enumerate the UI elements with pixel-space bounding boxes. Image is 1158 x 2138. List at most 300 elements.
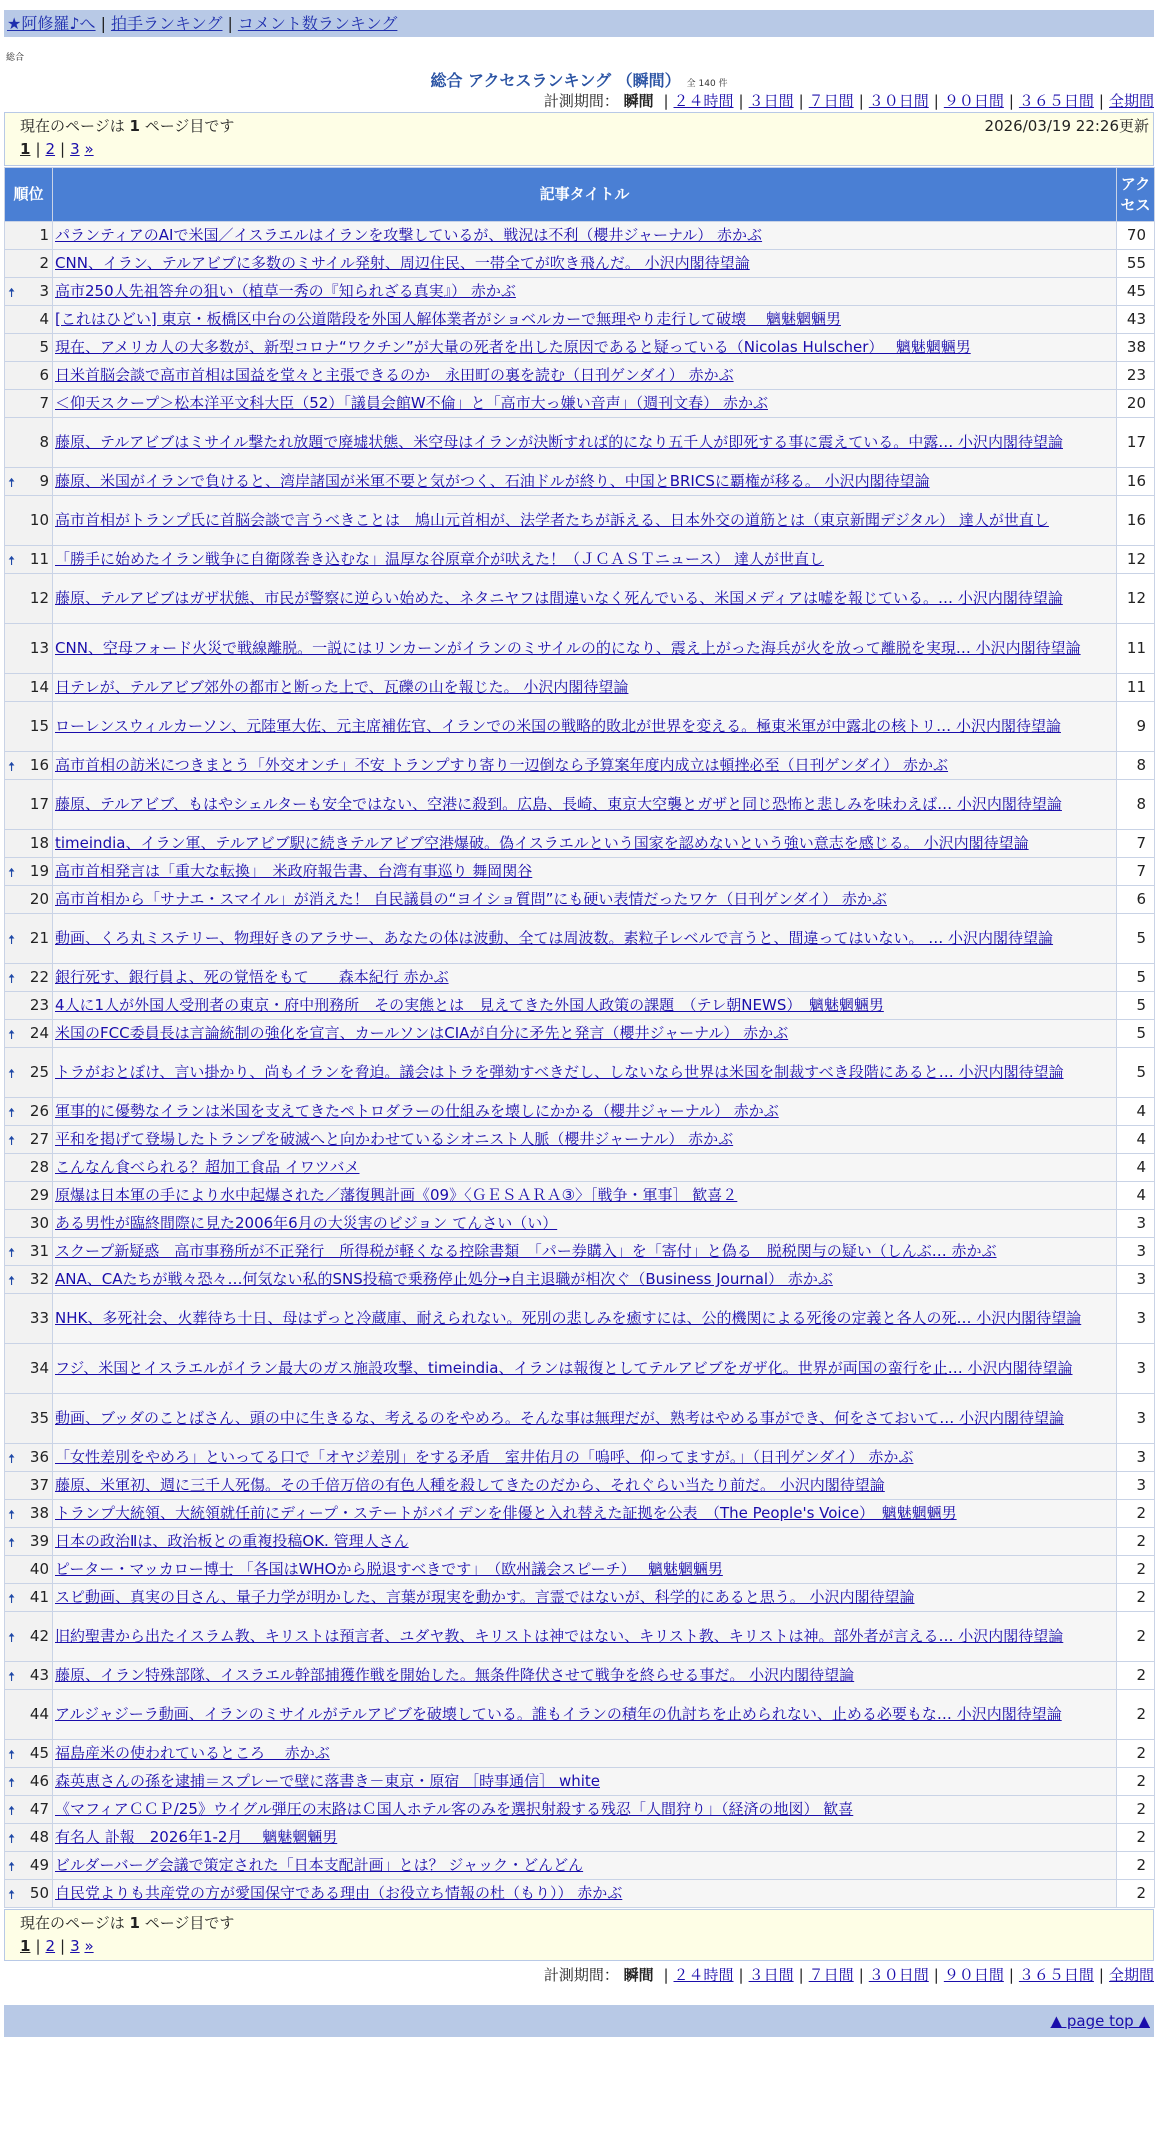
title-cell (53, 1690, 1117, 1740)
table-row (5, 1796, 1155, 1824)
rank-number: 34 (29, 1359, 49, 1377)
arrow-up-icon: 🠅 (8, 865, 16, 881)
article-link[interactable]: 藤原、テルアビブ、もはやシェルターも安全ではない、空港に殺到。広島、長崎、東京大空襲とガザと同じ恐怖と悲しみを味わえば… 小沢内閣待望論 (55, 795, 1062, 813)
table-row (5, 222, 1155, 250)
page-status (20, 1912, 1149, 1935)
title-cell (53, 830, 1117, 858)
table-row (5, 1020, 1155, 1048)
title-cell (53, 390, 1117, 418)
rank-number: 29 (29, 1186, 49, 1204)
rank-cell (5, 830, 53, 858)
article-link[interactable]: 有名人 訃報 2026年1-2月 魑魅魍魎男 (55, 1828, 338, 1846)
title-cell (53, 752, 1117, 780)
table-row (5, 964, 1155, 992)
arrow-up-icon: 🠅 (8, 1831, 16, 1847)
article-link[interactable]: 「女性差別をやめろ」といってる口で「オヤジ差別」をする矛盾 室井佑月の「嗚呼、仰ってますが。」（日刊ゲンダイ） 赤かぶ (55, 1448, 914, 1466)
rank-number: 8 (39, 433, 49, 451)
rank-number: 47 (29, 1800, 49, 1818)
access-count: 3 (1117, 1266, 1155, 1294)
title-cell (53, 1796, 1117, 1824)
title-cell (53, 574, 1117, 624)
table-row (5, 1880, 1155, 1908)
pager-page-link[interactable]: 3 (70, 1937, 80, 1955)
rank-cell (5, 1472, 53, 1500)
pager-next-link[interactable]: » (84, 1937, 94, 1955)
article-link[interactable]: 平和を掲げて登場したトランプを破滅へと向かわせているシオニスト人脈（櫻井ジャーナル） 赤かぶ (55, 1130, 734, 1148)
rank-number: 19 (29, 862, 49, 880)
access-count: 7 (1117, 858, 1155, 886)
article-link[interactable]: 高市250人先祖答弁の狙い（植草一秀の『知られざる真実』） 赤かぶ (55, 282, 516, 300)
rank-cell (5, 1690, 53, 1740)
arrow-up-icon: 🠅 (8, 1507, 16, 1523)
article-link[interactable]: 森英恵さんの孫を逮捕＝スプレーで壁に落書き－東京・原宿 ［時事通信］ white (55, 1772, 600, 1790)
title-cell (53, 1852, 1117, 1880)
table-row (5, 1768, 1155, 1796)
table-row (5, 1662, 1155, 1690)
title-cell (53, 1394, 1117, 1444)
access-count: 12 (1117, 574, 1155, 624)
separator: | (858, 1966, 864, 1984)
table-row (5, 496, 1155, 546)
rank-cell (5, 702, 53, 752)
rank-number: 26 (29, 1102, 49, 1120)
page-status (20, 115, 1149, 138)
article-link[interactable]: 4人に1人が外国人受刑者の東京・府中刑務所 その実態とは 見えてきた外国人政策の課題 （テレ朝NEWS） 魑魅魍魎男 (55, 996, 884, 1014)
home-link[interactable]: ★阿修羅♪へ (7, 14, 96, 33)
rank-number: 12 (29, 589, 49, 607)
article-link[interactable]: 藤原、テルアビブはガザ状態、市民が警察に逆らい始めた、ネタニヤフは間違いなく死んでいる、米国メディアは嘘を報じている。… 小沢内閣待望論 (55, 589, 1063, 607)
table-row (5, 1500, 1155, 1528)
article-link[interactable]: 福島産米の使われているところ 赤かぶ (55, 1744, 330, 1762)
period-link[interactable]: ７日間 (808, 92, 854, 110)
title-cell (53, 1126, 1117, 1154)
access-count: 9 (1117, 702, 1155, 752)
ranking-table (4, 167, 1155, 1908)
arrow-up-icon: 🠅 (8, 1273, 16, 1289)
access-count: 70 (1117, 222, 1155, 250)
rank-number: 38 (29, 1504, 49, 1522)
arrow-up-icon: 🠅 (8, 1027, 16, 1043)
access-count: 2 (1117, 1768, 1155, 1796)
rank-cell (5, 468, 53, 496)
title-cell (53, 334, 1117, 362)
rank-number: 41 (29, 1588, 49, 1606)
pager-page-link[interactable]: 2 (45, 1937, 56, 1955)
period-current: 瞬間 (623, 1966, 654, 1984)
rank-number: 23 (29, 996, 49, 1014)
table-row (5, 1294, 1155, 1344)
rank-number: 20 (29, 890, 49, 908)
access-count: 12 (1117, 546, 1155, 574)
article-link[interactable]: 軍事的に優勢なイランは米国を支えてきたペトロダラーの仕組みを壊しにかかる（櫻井ジャーナル） 赤かぶ (55, 1102, 779, 1120)
article-link[interactable]: timeindia、イラン軍、テルアビブ駅に続きテルアビブ空港爆破。偽イスラエルという国家を認めないという強い意志を感じる。 小沢内閣待望論 (55, 834, 1029, 852)
access-count: 2 (1117, 1880, 1155, 1908)
period-current: 瞬間 (623, 92, 654, 110)
access-count: 17 (1117, 418, 1155, 468)
access-count: 43 (1117, 306, 1155, 334)
table-row (5, 992, 1155, 1020)
rank-cell (5, 1824, 53, 1852)
article-link[interactable]: 動画、くろ丸ミステリー、物理好きのアラサー、あなたの体は波動、全ては周波数。素粒子レベルで言うと、間違ってはいない。 … 小沢内閣待望論 (55, 929, 1054, 947)
rank-cell (5, 278, 53, 306)
page-status-prefix: 現在のページは (20, 1914, 125, 1932)
pager-page-link[interactable]: 2 (45, 140, 56, 158)
article-link[interactable]: 高市首相がトランプ氏に首脳会談で言うべきことは 鳩山元首相が、法学者たちが訴える、日本外交の道筋とは（東京新聞デジタル） 達人が世直し (55, 511, 1049, 529)
article-link[interactable]: 旧約聖書から出たイスラム教、キリストは預言者、ユダヤ教、キリストは神ではない、キリスト教、キリストは神。部外者が言える… 小沢内閣待望論 (55, 1627, 1064, 1645)
rank-cell (5, 1880, 53, 1908)
article-link[interactable]: CNN、空母フォード火災で戦線離脱。一説にはリンカーンがイランのミサイルの的になり、震え上がった海兵が火を放って離脱を実現… 小沢内閣待望論 (55, 639, 1081, 657)
title-cell (53, 1824, 1117, 1852)
period-link[interactable]: ２４時間 (673, 1966, 734, 1984)
access-count: 8 (1117, 780, 1155, 830)
rank-cell (5, 1528, 53, 1556)
access-count: 3 (1117, 1294, 1155, 1344)
access-count: 4 (1117, 1126, 1155, 1154)
separator: | (663, 1966, 669, 1984)
table-row (5, 1344, 1155, 1394)
pager-next-link[interactable]: » (84, 140, 94, 158)
access-count: 4 (1117, 1182, 1155, 1210)
access-count: 3 (1117, 1472, 1155, 1500)
title-cell (53, 1344, 1117, 1394)
arrow-up-icon: 🠅 (8, 1803, 16, 1819)
rank-cell (5, 624, 53, 674)
arrow-up-icon: 🠅 (8, 759, 16, 775)
title-cell (53, 1528, 1117, 1556)
article-link[interactable]: 日本の政治Ⅱは、政治板との重複投稿OK. 管理人さん (55, 1532, 409, 1550)
access-count: 3 (1117, 1210, 1155, 1238)
article-link[interactable]: 動画、ブッダのことばさん、頭の中に生きるな、考えるのをやめろ。そんな事は無理だが、熟考はやめる事ができ、何をさておいて… 小沢内閣待望論 (55, 1409, 1065, 1427)
article-link[interactable]: 自民党よりも共産党の方が愛国保守である理由（お役立ち情報の杜（もり）） 赤かぶ (55, 1884, 623, 1902)
access-count: 45 (1117, 278, 1155, 306)
access-count: 2 (1117, 1662, 1155, 1690)
rank-cell (5, 1182, 53, 1210)
separator: | (663, 92, 669, 110)
pager-page-link[interactable]: 3 (70, 140, 80, 158)
rank-number: 40 (29, 1560, 49, 1578)
arrow-up-icon: 🠅 (8, 1887, 16, 1903)
rank-cell (5, 1500, 53, 1528)
rank-number: 17 (29, 795, 49, 813)
title-cell (53, 306, 1117, 334)
article-link[interactable]: CNN、イラン、テルアビブに多数のミサイル発射、周辺住民、一帯全てが吹き飛んだ。 小沢内閣待望論 (55, 254, 750, 272)
title-cell (53, 702, 1117, 752)
access-count: 55 (1117, 250, 1155, 278)
period-link[interactable]: ７日間 (808, 1966, 854, 1984)
article-link[interactable]: 藤原、イラン特殊部隊、イスラエル幹部捕獲作戦を開始した。無条件降伏させて戦争を終らせる事だ。 小沢内閣待望論 (55, 1666, 855, 1684)
article-link[interactable]: トラがおとぼけ、言い掛かり、尚もイランを脅迫。議会はトラを弾劾すべきだし、しないなら世界は米国を制裁すべき段階にあると… 小沢内閣待望論 (55, 1063, 1064, 1081)
title-cell (53, 1294, 1117, 1344)
article-link[interactable]: ＜仰天スクープ＞松本洋平文科大臣（52）「議員会館W不倫」と「高市大っ嫌い音声」（週刊文春） 赤かぶ (55, 394, 768, 412)
title-cell (53, 1210, 1117, 1238)
period-link[interactable]: ３６５日間 (1018, 1966, 1094, 1984)
ranking-table-body (5, 222, 1155, 1908)
article-link[interactable]: 原爆は日本軍の手により水中起爆された／藩復興計画《09》〈ＧＥＳＡＲＡ③〉［戦争・軍事］ 歓喜２ (55, 1186, 738, 1204)
period-link[interactable]: ２４時間 (673, 92, 734, 110)
arrow-up-icon: 🠅 (8, 1775, 16, 1791)
clap-ranking-link[interactable]: 拍手ランキング (110, 14, 223, 33)
page-info-top (4, 112, 1154, 166)
table-row (5, 752, 1155, 780)
period-link[interactable]: ９０日間 (943, 1966, 1004, 1984)
period-link[interactable]: ３０日間 (868, 92, 929, 110)
article-link[interactable]: 米国のFCC委員長は言論統制の強化を宣言、カールソンはCIAが自分に矛先と発言（櫻井ジャーナル） 赤かぶ (55, 1024, 789, 1042)
table-row (5, 1048, 1155, 1098)
article-link[interactable]: ローレンスウィルカーソン、元陸軍大佐、元主席補佐官、イランでの米国の戦略的敗北が世界を変える。極東米軍が中露北の核トリ… 小沢内閣待望論 (55, 717, 1061, 735)
article-link[interactable]: 日テレが、テルアビブ郊外の都市と断った上で、瓦礫の山を報じた。 小沢内閣待望論 (55, 678, 629, 696)
period-link[interactable]: 全期間 (1108, 92, 1154, 110)
rank-number: 10 (29, 511, 49, 529)
period-links (658, 1966, 1154, 1984)
period-selector-bottom (4, 1963, 1154, 1987)
article-link[interactable]: フジ、米国とイスラエルがイラン最大のガス施設攻撃、timeindia、イランは報復としてテルアビブをガザ化。世界が両国の蛮行を止… 小沢内閣待望論 (55, 1359, 1073, 1377)
rank-cell (5, 674, 53, 702)
rank-number: 1 (39, 226, 49, 244)
access-count: 20 (1117, 390, 1155, 418)
separator: | (798, 92, 804, 110)
rank-number: 2 (39, 254, 49, 272)
article-link[interactable]: 高市首相の訪米につきまとう「外交オンチ」不安 トランプすり寄り一辺倒なら予算案年度内成立は頓挫必至（日刊ゲンダイ） 赤かぶ (55, 756, 949, 774)
access-count: 38 (1117, 334, 1155, 362)
rank-cell (5, 1266, 53, 1294)
access-count: 2 (1117, 1796, 1155, 1824)
title-cell (53, 250, 1117, 278)
table-row (5, 858, 1155, 886)
title-cell (53, 780, 1117, 830)
article-link[interactable]: ANA、CAたちが戦々恐々…何気ない私的SNS投稿で乗務停止処分→自主退職が相次ぐ（Business Journal） 赤かぶ (55, 1270, 833, 1288)
article-link[interactable]: スピ動画、真実の目さん、量子力学が明かした、言葉が現実を動かす。言霊ではないが、科学的にあると思う。 小沢内閣待望論 (55, 1588, 915, 1606)
comment-ranking-link[interactable]: コメント数ランキング (237, 14, 398, 33)
access-count: 4 (1117, 1098, 1155, 1126)
rank-number: 6 (39, 366, 49, 384)
table-header-row (5, 168, 1155, 222)
top-nav (4, 10, 1154, 37)
access-count: 3 (1117, 1444, 1155, 1472)
article-link[interactable]: NHK、多死社会、火葬待ち十日、母はずっと冷蔵庫、耐えられない。死別の悲しみを癒すには、公的機関による死後の定義と各人の死… 小沢内閣待望論 (55, 1309, 1082, 1327)
rank-cell (5, 390, 53, 418)
article-link[interactable]: トランプ大統領、大統領就任前にディープ・ステートがバイデンを俳優と入れ替えた証拠を公表 （The People's Voice） 魑魅魍魎男 (55, 1504, 957, 1522)
access-count: 8 (1117, 752, 1155, 780)
rank-cell (5, 1662, 53, 1690)
article-link[interactable]: こんなん食べられる？超加工食品 イワツバメ (55, 1158, 360, 1176)
access-count: 3 (1117, 1394, 1155, 1444)
rank-cell (5, 1210, 53, 1238)
table-row (5, 1210, 1155, 1238)
separator: | (227, 14, 233, 33)
access-count: 2 (1117, 1852, 1155, 1880)
article-link[interactable]: 高市首相発言は「重大な転換」 米政府報告書、台湾有事巡り 舞岡関谷 (55, 862, 533, 880)
separator: | (60, 140, 66, 158)
rank-number: 42 (29, 1627, 49, 1645)
access-count: 23 (1117, 362, 1155, 390)
rank-cell (5, 1612, 53, 1662)
article-link[interactable]: [これはひどい] 東京・板橋区中台の公道階段を外国人解体業者がショベルカーで無理やり走行して破壊 魑魅魍魎男 (55, 310, 841, 328)
rank-cell (5, 858, 53, 886)
access-count: 2 (1117, 1824, 1155, 1852)
rank-cell (5, 1154, 53, 1182)
separator: | (858, 92, 864, 110)
table-row (5, 1824, 1155, 1852)
period-selector (4, 90, 1154, 112)
rank-number: 18 (29, 834, 49, 852)
rank-cell (5, 1740, 53, 1768)
rank-number: 22 (29, 968, 49, 986)
title-cell (53, 886, 1117, 914)
access-count: 4 (1117, 1154, 1155, 1182)
rank-number: 49 (29, 1856, 49, 1874)
table-row (5, 702, 1155, 752)
access-count: 5 (1117, 1020, 1155, 1048)
rank-cell (5, 1238, 53, 1266)
table-row (5, 780, 1155, 830)
article-link[interactable]: ピーター・マッカロー博士 「各国はWHOから脱退すべきです」 （欧州議会スピーチ） 魑魅魍魎男 (55, 1560, 723, 1578)
article-link[interactable]: ビルダーバーグ会議で策定された「日本支配計画」とは？ ジャック・どんどん (55, 1856, 584, 1874)
separator: | (933, 92, 939, 110)
title-column-header: 記事タイトル (53, 168, 1117, 222)
table-row (5, 674, 1155, 702)
rank-number: 48 (29, 1828, 49, 1846)
page (4, 10, 1154, 2037)
rank-number: 30 (29, 1214, 49, 1232)
page-info-bottom (4, 1909, 1154, 1961)
access-count: 2 (1117, 1556, 1155, 1584)
period-link[interactable]: ９０日間 (943, 92, 1004, 110)
access-count: 3 (1117, 1344, 1155, 1394)
access-count: 6 (1117, 886, 1155, 914)
rank-number: 16 (29, 756, 49, 774)
access-count: 5 (1117, 914, 1155, 964)
table-row (5, 886, 1155, 914)
table-row (5, 1612, 1155, 1662)
article-link[interactable]: パランティアのAIで米国／イスラエルはイランを攻撃しているが、戦況は不利（櫻井ジャーナル） 赤かぶ (55, 226, 763, 244)
title-cell (53, 1266, 1117, 1294)
title-cell (53, 1444, 1117, 1472)
table-row (5, 1182, 1155, 1210)
access-count: 2 (1117, 1584, 1155, 1612)
title-cell (53, 1880, 1117, 1908)
rank-number: 24 (29, 1024, 49, 1042)
article-link[interactable]: 現在、アメリカ人の大多数が、新型コロナ“ワクチン”が大量の死者を出した原因であると疑っている（Nicolas Hulscher） 魑魅魍魎男 (55, 338, 971, 356)
title-cell (53, 1182, 1117, 1210)
arrow-up-icon: 🠅 (8, 1133, 16, 1149)
rank-cell (5, 1020, 53, 1048)
table-row (5, 574, 1155, 624)
article-link[interactable]: アルジャジーラ動画、イランのミサイルがテルアビブを破壊している。誰もイランの積年の仇討ちを止められない、止める必要もな… 小沢内閣待望論 (55, 1705, 1062, 1723)
period-link[interactable]: ３０日間 (868, 1966, 929, 1984)
separator: | (60, 1937, 66, 1955)
period-link[interactable]: 全期間 (1108, 1966, 1154, 1984)
arrow-up-icon: 🠅 (8, 1747, 16, 1763)
period-link[interactable]: ３６５日間 (1018, 92, 1094, 110)
table-row (5, 1584, 1155, 1612)
title-cell (53, 1154, 1117, 1182)
arrow-up-icon: 🠅 (8, 1066, 16, 1082)
title-cell (53, 1740, 1117, 1768)
access-count: 2 (1117, 1500, 1155, 1528)
table-row (5, 1444, 1155, 1472)
access-count: 11 (1117, 624, 1155, 674)
separator: | (798, 1966, 804, 1984)
rank-number: 13 (29, 639, 49, 657)
rank-cell (5, 1048, 53, 1098)
arrow-up-icon: 🠅 (8, 475, 16, 491)
access-count: 2 (1117, 1690, 1155, 1740)
title-cell (53, 1500, 1117, 1528)
table-row (5, 1740, 1155, 1768)
article-link[interactable]: 《マフィアＣＣＰ/25》ウイグル弾圧の末路はＣ国人ホテル客のみを選択射殺する残忍「人間狩り」（経済の地図） 歓喜 (55, 1800, 854, 1818)
title-cell (53, 362, 1117, 390)
table-row (5, 1098, 1155, 1126)
page-status-prefix: 現在のページは (20, 117, 125, 135)
rank-cell (5, 1126, 53, 1154)
rank-number: 21 (29, 929, 49, 947)
separator: | (1098, 92, 1104, 110)
rank-cell (5, 1852, 53, 1880)
title-cell (53, 222, 1117, 250)
article-link[interactable]: ある男性が臨終間際に見た2006年6月の大災害のビジョン てんさい（い） (55, 1214, 558, 1232)
article-link[interactable]: 藤原、米軍初、週に三千人死傷。その千倍万倍の有色人種を殺してきたのだから、それぐらい当たり前だ。 小沢内閣待望論 (55, 1476, 885, 1494)
access-column-header: アクセス (1117, 168, 1155, 222)
rank-number: 50 (29, 1884, 49, 1902)
page-status-suffix: ページ目です (144, 1914, 235, 1932)
table-row (5, 1690, 1155, 1740)
title-cell (53, 992, 1117, 1020)
title-cell (53, 914, 1117, 964)
article-link[interactable]: 「勝手に始めたイラン戦争に自衛隊巻き込むな」温厚な谷原章介が吠えた！（ＪＣＡＳＴニュース） 達人が世直し (55, 550, 825, 568)
title-cell (53, 624, 1117, 674)
table-row (5, 1852, 1155, 1880)
article-link[interactable]: 藤原、テルアビブはミサイル撃たれ放題で廃墟状態、米空母はイランが決断すれば的になり五千人が即死する事に震えている。中露… 小沢内閣待望論 (55, 433, 1063, 451)
table-row (5, 468, 1155, 496)
rank-cell (5, 334, 53, 362)
arrow-up-icon: 🠅 (8, 285, 16, 301)
arrow-up-icon: 🠅 (8, 971, 16, 987)
article-link[interactable]: スクープ新疑惑 高市事務所が不正発行 所得税が軽くなる控除書類 「パー券購入」を「寄付」と偽る 脱税関与の疑い（しんぶ… 赤かぶ (55, 1242, 997, 1260)
article-link[interactable]: 日米首脳会談で高市首相は国益を堂々と主張できるのか 永田町の裏を読む（日刊ゲンダイ） 赤かぶ (55, 366, 734, 384)
rank-number: 14 (29, 678, 49, 696)
rank-number: 7 (39, 394, 49, 412)
rank-cell (5, 1444, 53, 1472)
rank-cell (5, 546, 53, 574)
rank-number: 32 (29, 1270, 49, 1288)
period-link[interactable]: ３日間 (748, 92, 794, 110)
rank-cell (5, 964, 53, 992)
arrow-up-icon: 🠅 (8, 932, 16, 948)
title-cell (53, 496, 1117, 546)
article-link[interactable]: 銀行死す、銀行員よ、死の覚悟をもて 森本紀行 赤かぶ (55, 968, 449, 986)
separator: | (1008, 92, 1014, 110)
rank-cell (5, 914, 53, 964)
period-label: 計測期間： (543, 1966, 619, 1984)
article-link[interactable]: 高市首相から「サナエ・スマイル」が消えた！ 自民議員の“ヨイショ質問”にも硬い表情だったワケ（日刊ゲンダイ） 赤かぶ (55, 890, 887, 908)
rank-cell (5, 752, 53, 780)
rank-cell (5, 1344, 53, 1394)
rank-number: 35 (29, 1409, 49, 1427)
rank-cell (5, 1768, 53, 1796)
access-count: 5 (1117, 1048, 1155, 1098)
access-count: 11 (1117, 674, 1155, 702)
article-link[interactable]: 藤原、米国がイランで負けると、湾岸諸国が米軍不要と気がつく、石油ドルが終り、中国とBRICSに覇権が移る。 小沢内閣待望論 (55, 472, 930, 490)
title-cell (53, 1238, 1117, 1266)
rank-cell (5, 1796, 53, 1824)
table-row (5, 1472, 1155, 1500)
title-cell (53, 1020, 1117, 1048)
pager (20, 1935, 1149, 1958)
title-cell (53, 468, 1117, 496)
period-link[interactable]: ３日間 (748, 1966, 794, 1984)
page-top-link[interactable]: ▲ page top ▲ (1050, 2012, 1150, 2030)
title-cell (53, 1098, 1117, 1126)
